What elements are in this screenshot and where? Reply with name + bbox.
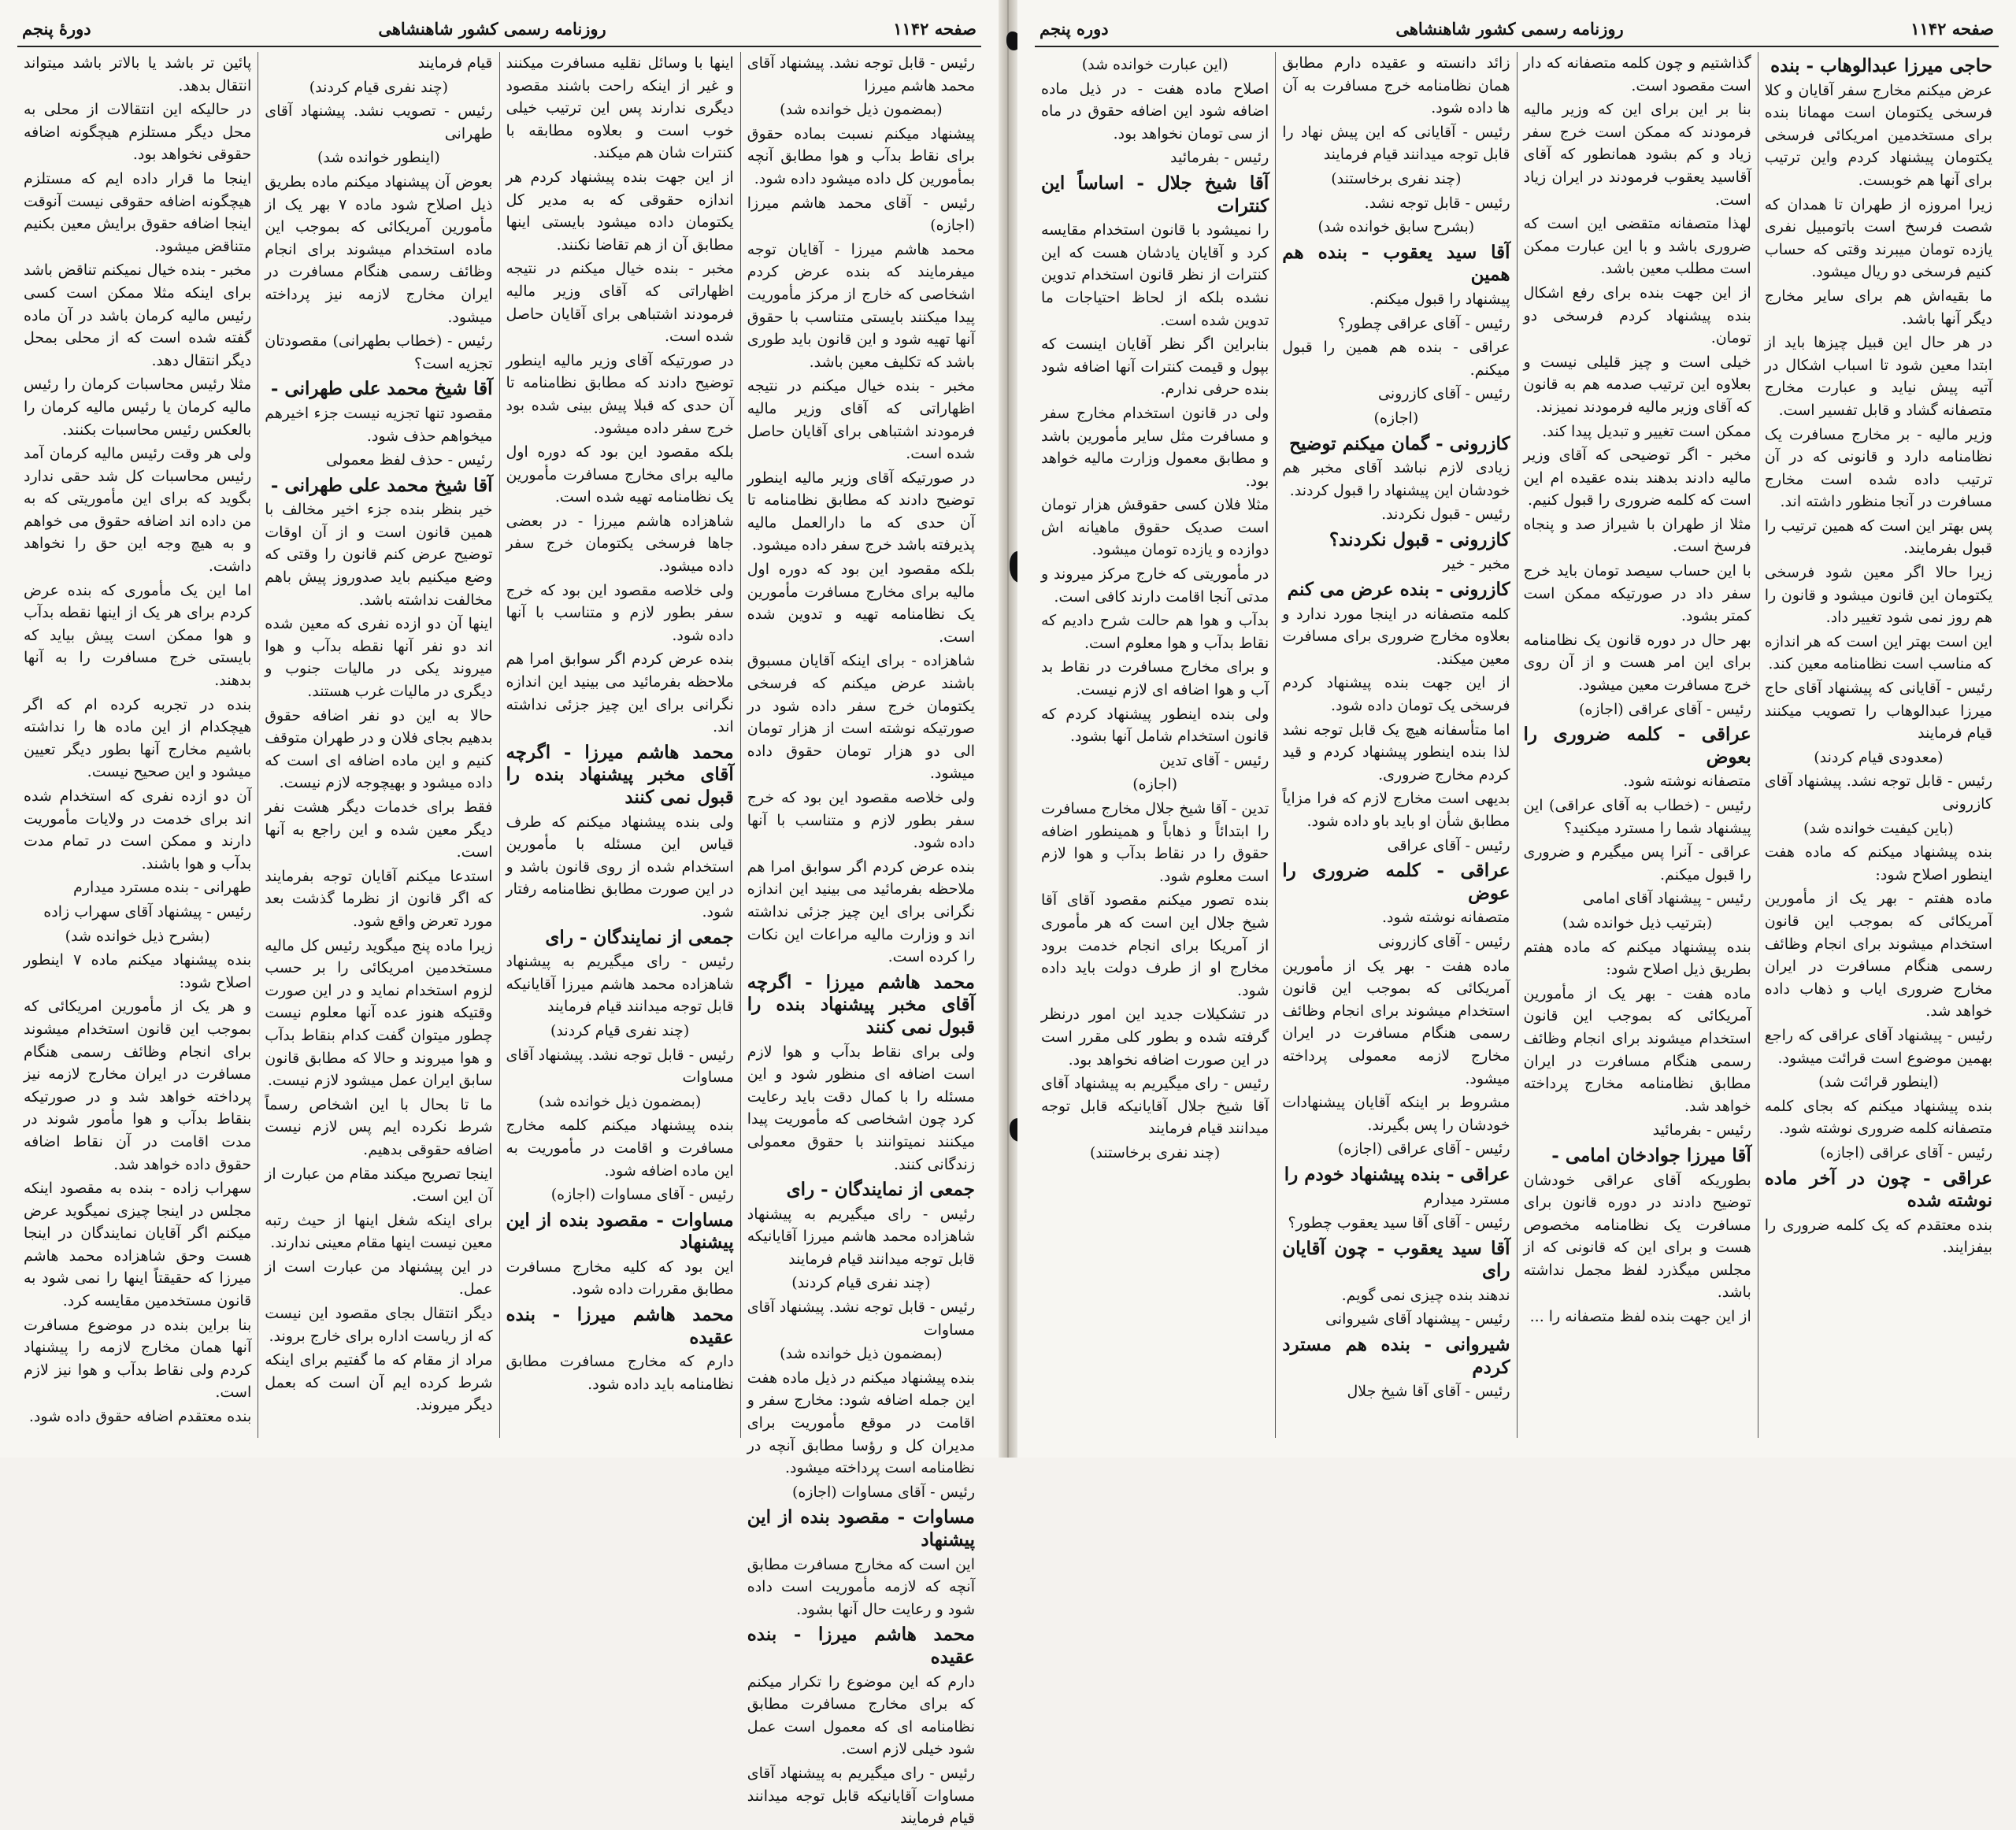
paragraph: اما این یک مأموری که بنده عرض کردم برای هر یک از اینها نقطه بدآب و هوا ممکن است پیش بیاید که بایستی خرج مسافرت را به آنها بدهند. xyxy=(24,581,252,690)
paragraph: مثلا از طهران با شیراز صد و پنجاه فرسخ است. xyxy=(1523,515,1751,556)
paragraph: اصلاح ماده هفت - در ذیل ماده اضافه شود این اضافه حقوق در ماه از سی تومان نخواهد بود. xyxy=(1041,80,1269,143)
page-number: صفحه ۱۱۴۲ xyxy=(893,18,976,39)
paragraph: کلمه متصفانه در اینجا مورد ندارد و بعلاوه مخارج ضروری برای مسافرت معین میکند. xyxy=(1282,605,1510,668)
paragraph: متصفانه نوشته شود. xyxy=(1381,909,1510,927)
paragraph: طهرانی - بنده مسترد میدارم xyxy=(73,879,252,897)
paragraph: ولی هر وقت رئیس مالیه کرمان آمد رئیس محاسبات کل شد حقی ندارد بگوید که برای این مأموریتی که به من داده اند اضافه حقوق می خواهم و به هیچ وجه این حق را نخواهد داشت. xyxy=(24,445,252,576)
procedural-note: (بشرح ذیل خوانده شد) xyxy=(65,927,210,945)
paragraph: رئیس - رای میگیریم به پیشنهاد شاهزاده محمد هاشم میرزا آقایانیکه قابل توجه میدانند قیام فرمایند xyxy=(747,1205,975,1268)
paragraph: در صورتیکه آقای وزیر مالیه اینطور توضیح دادند که مطابق نظامنامه تا آن حدی که ما دارالعمل مالیه پذیرفته باشد خرج سفر داده میشود. xyxy=(747,469,975,554)
paragraph: محمد هاشم میرزا - آقایان توجه میفرمایند که بنده عرض کردم اشخاصی که خارج از مرکز مأموریت پیدا میکنند بایستی متناسب با حقوق آنها تهیه شود و این قانون باید طوری باشد که تکلیف معین باشد. xyxy=(747,240,975,371)
paragraph: رئیس - پیشنهاد آقای امامی xyxy=(1582,890,1751,908)
left-page-header xyxy=(17,11,981,47)
paragraph: در مأموریتی که خارج مرکز میروند و مدتی آنجا اقامت دارند کافی است. xyxy=(1041,565,1269,606)
paragraph: مقصود تنها تجزیه نیست جزء اخیرهم میخواهم حذف شود. xyxy=(265,404,493,445)
paragraph: رئیس - آقای کازرونی xyxy=(1378,932,1510,950)
procedural-note: (چند نفری قیام کردند) xyxy=(550,1021,690,1039)
paragraph: بلکه مقصود این بود که دوره اول مالیه برای مخارج مسافرت مأمورین یک نظامنامه تهیه و تدوین شده است. xyxy=(747,561,975,646)
paragraph: رئیس - رای میگیریم به پیشنهاد آقای آقا شیخ جلال آقایانیکه قابل توجه میدانند قیام فرمایند xyxy=(1041,1075,1269,1138)
paragraph: برای اینکه شغل اینها از حیث رتبه معین نیست اینها مقام معینی ندارند. xyxy=(265,1211,493,1252)
paragraph: بنده معتقدم که یک کلمه ضروری را بیفزایند. xyxy=(1764,1216,1992,1257)
paragraph: ولی در قانون استخدام مخارج سفر و مسافرت مثل سایر مأمورین باشد و مطابق معمول وزارت مالیه خواهد بود. xyxy=(1041,404,1269,490)
paragraph: این است که مخارج مسافرت مطابق آنچه که لازمه مأموریت است داده شود و رعایت حال آنها بشود. xyxy=(747,1555,975,1618)
paragraph: رئیس - رای میگیریم به پیشنهاد آقای مساوات آقایانیکه قابل توجه میدانند قیام فرمایند xyxy=(747,1764,975,1828)
text-column xyxy=(1035,52,1275,1438)
speaker-heading: عراقی - کلمه ضروری را بعوض xyxy=(1523,724,1751,768)
paragraph: رئیس - آقایانی که پیشنهاد آقای حاج میرزا عبدالوهاب را تصویب میکنند قیام فرمایند xyxy=(1764,680,1992,743)
paragraph: این بود که کلیه مخارج مسافرت مطابق مقررات داده شود. xyxy=(506,1258,734,1298)
paragraph: خیر بنظر بنده جزء اخیر مخالف با همین قانون است و از آن اوقات توضیح عرض کنم قانون را وقتی که وضع میکنیم باید صدوروز پیش باهم مخالفت نداشته باشد. xyxy=(265,501,493,609)
text-column xyxy=(1275,52,1516,1438)
speaker-heading: حاجی میرزا عبدالوهاب - بنده xyxy=(1770,55,1992,76)
paragraph: رئیس - آقای عراقی (اجازه) xyxy=(1820,1143,1992,1161)
paragraph: ولی بنده پیشنهاد میکنم که طرف قیاس این مسئله با مأمورین استخدام شده از روی قانون باشد و در این صورت مطابق نظامنامه رفتار شود. xyxy=(506,813,734,921)
speaker-heading: آقا شیخ محمد علی طهرانی - xyxy=(270,474,493,496)
paragraph: ماده هفت - بهر یک از مأمورین آمریکائی که بموجب این قانون استخدام میشوند برای انجام وظائف رسمی هنگام مسافرت در ایران مطابق نظامنامه مخارج پرداخته خواهد شد. xyxy=(1523,984,1751,1115)
speaker-heading: محمد هاشم میرزا - اگرچه آقای مخبر پیشنهاد بنده را قبول نمی کنند xyxy=(506,741,734,808)
paragraph: ماده هفتم - بهر یک از مأمورین آمریکائی که بموجب این قانون استخدام میشوند برای انجام وظائف رسمی هنگام مسافرت در ایران مخارج ضروری ایاب و ذهاب داده خواهد شد. xyxy=(1764,890,1992,1021)
paragraph: رئیس - آقای عراقی چطور؟ xyxy=(1338,314,1510,332)
procedural-note: (باین کیفیت خوانده شد) xyxy=(1803,819,1954,837)
book-gutter xyxy=(999,0,1017,1458)
procedural-note: (بشرح سابق خوانده شد) xyxy=(1317,218,1475,236)
text-column xyxy=(740,52,981,1828)
paragraph: در حالیکه این انتقالات از محلی به محل دیگر مستلزم هیچگونه اضافه حقوقی نخواهد بود. xyxy=(24,101,252,164)
speaker-heading: عراقی - چون در آخر ماده نوشته شده xyxy=(1764,1167,1992,1212)
paragraph: پیشنهاد را قبول میکنم. xyxy=(1369,290,1510,308)
procedural-note: (اینطور خوانده شد) xyxy=(317,149,440,167)
speaker-heading: مساوات - مقصود بنده از این پیشنهاد xyxy=(747,1506,975,1550)
paragraph: رئیس - رای میگیریم به پیشنهاد شاهزاده محمد هاشم میرزا آقایانیکه قابل توجه میدانند قیام فرمایند xyxy=(506,953,734,1016)
paragraph: را نمیشود با قانون استخدام مقایسه کرد و آقایان یادشان هست که این کنترات از نظر قانون استخدام تدوین نشده بلکه از لحاظ احتیاجات ما تدوین شده است. xyxy=(1041,221,1269,329)
paragraph: ولی خلاصه مقصود این بود که خرج سفر بطور لازم و متناسب با آنها داده شود. xyxy=(747,789,975,852)
paragraph: رئیس - آقای عراقی (اجازه) xyxy=(1337,1140,1510,1158)
paragraph: رئیس - آقای تدین xyxy=(1159,751,1269,769)
paragraph: ولی خلاصه مقصود این بود که خرج سفر بطور لازم و متناسب با آنها داده شود. xyxy=(506,581,734,644)
paragraph: ما بقیه‌اش هم برای سایر مخارج دیگر آنها باشد. xyxy=(1764,287,1992,328)
paragraph: حالا به این دو نفر اضافه حقوق بدهیم بجای فلان و در طهران متوقف کنیم و این ماده اضافه ای است که داده میشود و بهیچوجه لازم نیست. xyxy=(265,706,493,792)
paragraph: رئیس - آقای عراقی xyxy=(1387,836,1510,854)
paragraph: گذاشتیم و چون کلمه متصفانه که دار است مقصود است. xyxy=(1523,54,1751,94)
paragraph: بنده پیشنهاد میکنم که ماده هفت اینطور اصلاح شود: xyxy=(1764,843,1992,884)
paragraph: رئیس - آقای کازرونی xyxy=(1378,385,1510,403)
paragraph: بنده عرض کردم اگر سوابق امرا هم ملاحظه بفرمائید می بینید این اندازه نگرانی برای این چیز جزئی نداشته اند و وزارت مالیه مراعات این نکات را کرده است. xyxy=(747,858,975,966)
paragraph: رئیس - قبول نکردند. xyxy=(1381,506,1510,524)
paragraph: ندهند بنده چیزی نمی گویم. xyxy=(1341,1286,1510,1304)
procedural-note: (چند نفری برخاستند) xyxy=(1089,1143,1221,1161)
paragraph: در این پیشنهاد من عبارت است از عمل. xyxy=(265,1258,493,1298)
procedural-note: (اجازه) xyxy=(1132,776,1178,794)
text-column xyxy=(258,52,498,1438)
paragraph: بنده در تجربه کرده ام که اگر هیچکدام از این ماده ها را نداشته باشیم مخارج آنها بطور دیگر تعیین میشود و این صحیح نیست. xyxy=(24,695,252,781)
left-page xyxy=(0,0,999,1828)
procedural-note: (چند نفری برخاستند) xyxy=(1331,169,1462,187)
paragraph: زیرا حالا اگر معین شود فرسخی یکتومان این قانون میشود و قانون را هم روز نمی شود تغییر داد. xyxy=(1764,564,1992,627)
procedural-note: (چند نفری قیام کردند) xyxy=(309,78,449,96)
paragraph: وزیر مالیه - بر مخارج مسافرت یک نظامنامه دارد و قانونی که در آن ترتیب داده شده است مخارج مسافرت در آنجا منظور داشته اند. xyxy=(1764,425,1992,511)
speaker-heading: کازرونی - قبول نکردند؟ xyxy=(1329,528,1510,550)
paragraph: رئیس - (خطاب به آقای عراقی) این پیشنهاد شما را مسترد میکنید؟ xyxy=(1523,797,1751,837)
paragraph: مسترد میدارم xyxy=(1423,1190,1510,1208)
paragraph: رئیس - بفرمائید xyxy=(1169,149,1269,167)
paragraph: پیشنهاد میکنم نسبت بماده حقوق برای نقاط بدآب و هوا مطابق آنچه بمأمورین کل داده میشود داده شود. xyxy=(747,124,975,187)
paragraph: رئیس - آقای محمد هاشم میرزا (اجازه) xyxy=(747,194,975,235)
paragraph: رئیس - آقای آقا سید یعقوب چطور؟ xyxy=(1288,1214,1510,1232)
paragraph: تدین - آقا شیخ جلال مخارج مسافرت را ابتدائاً و ذهاباً و همینطور اضافه حقوق را در نقاط بدآب و هوا لازم است معلوم شود. xyxy=(1041,800,1269,885)
left-columns xyxy=(17,52,981,1828)
paragraph: بدیهی است مخارج لازم که فرا مزایاً مطابق شأن او باید باو داده شود. xyxy=(1282,790,1510,830)
paragraph: ما تا بحال با این اشخاص رسماً شرط نکرده ایم پس لازم نیست اضافه حقوقی بدهیم. xyxy=(265,1095,493,1158)
paragraph: دیگر انتقال بجای مقصود این نیست که از ریاست اداره برای خارج بروند. xyxy=(265,1305,493,1345)
text-column xyxy=(1517,52,1758,1438)
text-column xyxy=(17,52,258,1438)
paragraph: در هر حال این قبیل چیزها باید از ابتدا معین شود تا اسباب اشکال در آتیه پیش نیاید و عبارت مخارج متصفانه گشاد و قابل تفسیر است. xyxy=(1764,334,1992,419)
speaker-heading: شیروانی - بنده هم مسترد کردم xyxy=(1282,1334,1510,1378)
paragraph: مراد از مقام که ما گفتیم برای اینکه شرط کرده ایم آن است که بعمل دیگر میروند. xyxy=(265,1351,493,1414)
paragraph: اینها با وسائل نقلیه مسافرت میکنند و غیر از اینکه راحت باشند مقصود دیگری ندارند پس این ترتیب خیلی خوب است و بعلاوه مطابقه با کنترات شان هم میکند. xyxy=(506,54,734,162)
procedural-note: (بمضمون ذیل خوانده شد) xyxy=(780,1345,943,1363)
procedural-note: (چند نفری قیام کردند) xyxy=(791,1274,931,1292)
paragraph: رئیس - آقایانی که این پیش نهاد را قابل توجه میدانند قیام فرمایند xyxy=(1282,123,1510,164)
paragraph: خیلی است و چیز قلیلی نیست و بعلاوه این ترتیب صدمه هم به قانون که آقای وزیر مالیه فرمودند نمیزند. xyxy=(1523,353,1751,416)
paragraph: رئیس - قابل توجه نشد. پیشنهاد آقای مساوات xyxy=(506,1046,734,1087)
speaker-heading: آقا میرزا جوادخان امامی - xyxy=(1551,1144,1751,1166)
page-number: صفحه ۱۱۴۲ xyxy=(1910,18,1994,39)
speaker-heading: مساوات - مقصود بنده از این پیشنهاد xyxy=(506,1209,734,1254)
paragraph: بطوریکه آقای عراقی خودشان توضیح دادند در دوره قانون برای مسافرت یک نظامنامه مخصوص هست و برای این که قانونی که از مجلس میگذرد لفظ مجمل نداشته باشد. xyxy=(1523,1171,1751,1302)
paragraph: از این جهت بنده لفظ متصفانه را ... xyxy=(1529,1308,1751,1326)
procedural-note: (اینطور قرائت شد) xyxy=(1818,1073,1939,1091)
paragraph: بنده پیشنهاد میکنم در ذیل ماده هفت این جمله اضافه شود: مخارج سفر و اقامت در موقع مأموریت برای مدیران کل و رؤسا مطابق آنچه در نظامنامه است پرداخته میشود. xyxy=(747,1369,975,1477)
right-page-header xyxy=(1035,11,1999,47)
text-column xyxy=(499,52,740,1438)
paragraph: بنا بر این برای این که وزیر مالیه فرمودند که ممکن است خرج سفر زیاد و کم بشود همانطور که آقای آقاسید یعقوب فرمودند در ایران زیاد است. xyxy=(1523,101,1751,209)
paragraph: پائین تر باشد یا بالاتر باشد میتواند انتقال بدهد. xyxy=(24,54,252,94)
paragraph: آن دو ازده نفری که استخدام شده اند برای خدمت در ولایات مأموریت دارند و ممکن است در تمام مدت بدآب و هوا باشند. xyxy=(24,787,252,872)
paragraph: مخبر - بنده خیال نمیکنم تناقض باشد برای اینکه مثلا ممکن است کسی رئیس مالیه کرمان باشد در آن ماده گفته شده است که از محلی بمحل دیگر انتقال دهد. xyxy=(24,261,252,369)
speaker-heading: جمعی از نمایندگان - رای xyxy=(545,926,734,948)
paragraph: بهر حال در دوره قانون یک نظامنامه برای این امر هست و از آن روی خرج مسافرت معین میشود. xyxy=(1523,631,1751,695)
paragraph: ولی برای نقاط بدآب و هوا لازم است اضافه ای منظور شود و این مسئله را با کمال دقت باید رعایت کرد چون اشخاصی که مأموریت پیدا میکنند نمیتوانند با حقوق معمولی زندگانی کنند. xyxy=(747,1043,975,1173)
procedural-note: (بمضمون ذیل خوانده شد) xyxy=(538,1092,702,1110)
paragraph: زیرا امروزه از طهران تا همدان که شصت فرسخ است باتومبیل نفری یازده تومان میبرند وقتی که حساب کنیم فرسخی دو ریال میشود. xyxy=(1764,195,1992,281)
paragraph: رئیس - تصویب نشد. پیشنهاد آقای طهرانی xyxy=(265,102,493,143)
paragraph: مخبر - اگر توضیحی که آقای وزیر مالیه دادند بدهند بنده عقیده ام این است که کلمه ضروری را قبول کنیم. xyxy=(1523,446,1751,509)
paragraph: رئیس - پیشنهاد آقای عراقی که راجع بهمین موضوع است قرائت میشود. xyxy=(1764,1026,1992,1067)
paragraph: بنابراین اگر نظر آقایان اینست که بپول و قیمت کنترات آنها اضافه شود بنده حرفی ندارم. xyxy=(1041,335,1269,398)
paragraph: ولی بنده اینطور پیشنهاد کردم که قانون استخدام شامل آنها بشود. xyxy=(1041,705,1269,746)
paragraph: ممکن است تغییر و تبدیل پیدا کند. xyxy=(1542,422,1751,440)
paragraph: استدعا میکنم آقایان توجه بفرمایند که اگر قانون از نظرما گذشت بعد مورد تعرض واقع شود. xyxy=(265,867,493,930)
paragraph: و برای مخارج مسافرت در نقاط بد آب و هوا اضافه ای لازم نیست. xyxy=(1041,658,1269,699)
paragraph: اینها آن دو ازده نفری که معین شده اند دو نفر آنها نقطه بدآب و هوا میروند یکی در مالیات جنوب و دیگری در مالیات غرب هستند. xyxy=(265,615,493,701)
paragraph: در تشکیلات جدید این امور درنظر گرفته شده و بطور کلی مقرر است در این صورت اضافه نخواهد بود. xyxy=(1041,1006,1269,1069)
paragraph: رئیس - قابل توجه نشد. پیشنهاد آقای کازرونی xyxy=(1764,772,1992,813)
paragraph: دارم که این موضوع را تکرار میکنم که برای مخارج مسافرت مطابق نظامنامه ای که معمول است عمل شود خیلی لازم است. xyxy=(747,1673,975,1758)
paragraph: اینجا تصریح میکند مقام من عبارت از آن این است. xyxy=(265,1165,493,1206)
speaker-heading: آقا سید یعقوب - چون آقایان رای xyxy=(1282,1237,1510,1282)
speaker-heading: آقا سید یعقوب - بنده هم همین xyxy=(1282,241,1510,286)
paragraph: سهراب زاده - بنده به مقصود اینکه مجلس در اینجا چیزی نمیگوید عرض میکنم اگر آقایان نمایندگان در اینجا هست وحق شاهزاده محمد هاشم میرزا که حقیقتاً اینها را نمی شود به قانون مستخدمین مقایسه کرد. xyxy=(24,1180,252,1310)
paragraph: بنده پیشنهاد میکنم کلمه مخارج مسافرت و اقامت در مأموریت به این ماده اضافه شود. xyxy=(506,1117,734,1180)
paragraph: رئیس - بفرمائید xyxy=(1652,1121,1751,1139)
paragraph: مخبر - بنده خیال میکنم در نتیجه اظهاراتی که آقای وزیر مالیه فرمودند اشتباهی برای آقایان حاصل شده است. xyxy=(747,377,975,463)
paragraph: لهذا متصفانه متقضی این است که ضروری باشد و با این عبارت ممکن است مطلب معین باشد. xyxy=(1523,215,1751,278)
procedural-note: (اجازه) xyxy=(1373,409,1419,427)
paragraph: مثلا فلان کسی حقوقش هزار تومان است صدیک حقوق ماهیانه اش دوازده و یازده تومان میشود. xyxy=(1041,496,1269,559)
paragraph: زیادی لازم نباشد آقای مخبر هم خودشان این پیشنهاد را قبول کردند. xyxy=(1282,459,1510,499)
paragraph: شاهزاده هاشم میرزا - در بعضی جاها فرسخی یکتومان خرج سفر داده میشود. xyxy=(506,512,734,576)
paragraph: بنده معتقدم اضافه حقوق داده شود. xyxy=(28,1408,252,1426)
paragraph: پس بهتر این است که همین ترتیب را قبول بفرمایند. xyxy=(1764,517,1992,558)
paragraph: فقط برای خدمات دیگر هشت نفر دیگر معین شده و این راجع به آنها است. xyxy=(265,798,493,861)
speaker-heading: محمد هاشم میرزا - اگرچه آقای مخبر پیشنهاد بنده را قبول نمی کنند xyxy=(747,971,975,1038)
paragraph: و هر یک از مأمورین امریکائی که بموجب این قانون استخدام میشوند برای انجام وظائف رسمی هنگام مسافرت در ایران مخارج لازمه نیز پرداخته خواهد شد و در صورتیکه بنقاط بدآب و هوا مأمور شوند در مدت اقامت در آن نقاط اضافه حقوق داده خواهد شد. xyxy=(24,998,252,1173)
edition-label: دوره پنجم xyxy=(1040,18,1109,39)
paragraph: رئیس - آقای آقا شیخ جلال xyxy=(1347,1383,1510,1401)
right-columns xyxy=(1035,52,1999,1438)
paragraph: مشروط بر اینکه آقایان پیشنهادات خودشان را پس بگیرند. xyxy=(1282,1094,1510,1134)
paragraph: بلکه مقصود این بود که دوره اول مالیه برای مخارج مسافرت مأمورین یک نظامنامه تهیه شده است. xyxy=(506,443,734,506)
paragraph: بدآب و هوا هم حالت شرح دادیم که نقاط بدآب و هوا معلوم است. xyxy=(1041,612,1269,652)
paragraph: بنده پیشنهاد میکنم که بجای کلمه متصفانه کلمه ضروری نوشته شود. xyxy=(1764,1097,1992,1138)
paragraph: رئیس - آقای عراقی (اجازه) xyxy=(1578,700,1751,718)
paragraph: اما متأسفانه هیچ یک قابل توجه نشد لذا بنده اینطور پیشنهاد کردم و قید کردم مخارج ضروری. xyxy=(1282,721,1510,783)
paragraph: رئیس - پیشنهاد آقای سهراب زاده xyxy=(43,902,252,921)
paragraph: مثلا رئیس محاسبات کرمان را رئیس مالیه کرمان یا رئیس مالیه کرمان را بالعکس رئیس محاسبات بکنند. xyxy=(24,376,252,439)
speaker-heading: عراقی - بنده پیشنهاد خودم را xyxy=(1284,1163,1510,1185)
edition-label: دورهٔ پنجم xyxy=(22,18,91,39)
paragraph: از این جهت بنده پیشنهاد کردم فرسخی یک تومان داده شود. xyxy=(1282,674,1510,715)
speaker-heading: کازرونی - بنده عرض می کنم xyxy=(1287,579,1510,601)
speaker-heading: محمد هاشم میرزا - بنده عقیده xyxy=(506,1304,734,1348)
paragraph: از این جهت بنده برای رفع اشکال بنده پیشنهاد کردم فرسخی دو تومان. xyxy=(1523,283,1751,347)
paragraph: رئیس - قابل توجه نشد. xyxy=(1364,194,1510,212)
paragraph: بنده پیشنهاد میکنم ماده ۷ اینطور اصلاح شود: xyxy=(24,951,252,991)
speaker-heading: آقا شیخ جلال - اساساً این کنترات xyxy=(1041,172,1269,217)
procedural-note: (معدودی قیام کردند) xyxy=(1814,748,1944,766)
paragraph: رئیس - آقای مساوات (اجازه) xyxy=(791,1483,975,1501)
speaker-heading: محمد هاشم میرزا - بنده عقیده xyxy=(747,1624,975,1668)
paragraph: رئیس - قابل توجه نشد. پیشنهاد آقای مساوات xyxy=(747,1298,975,1339)
text-column xyxy=(1758,52,1999,1438)
paragraph: بنده تصور میکنم مقصود آقای آقا شیخ جلال این است که هر مأموری از آمریکا برای انجام خدمت برود مخارج او از طرف دولت باید داده شود. xyxy=(1041,891,1269,999)
paragraph: زیرا ماده پنج میگوید رئیس کل مالیه مستخدمین امریکائی را بر حسب لزوم استخدام نماید و در این صورت وقتیکه هنوز عده آنها معلوم نیست چطور میتوان گفت کدام بنقاط بدآب و هوا میروند و حالا که مطابق قانون سابق ایران عمل میشود لازم نیست. xyxy=(265,936,493,1090)
newspaper-title: روزنامه رسمی کشور شاهنشاهی xyxy=(378,18,606,39)
procedural-note: (بمضمون ذیل خوانده شد) xyxy=(780,101,943,119)
paragraph: متصفانه نوشته شود. xyxy=(1623,772,1751,791)
paragraph: در صورتیکه آقای وزیر مالیه اینطور توضیح دادند که مطابق نظامنامه تا آن حدی که قبلا پیش بینی شده بود خرج سفر داده میشود. xyxy=(506,351,734,437)
speaker-heading: کازرونی - گمان میکنم توضیح xyxy=(1289,432,1510,454)
speaker-heading: جمعی از نمایندگان - رای xyxy=(786,1179,975,1201)
speaker-heading: آقا شیخ محمد علی طهرانی - xyxy=(270,378,493,400)
paragraph: ماده هفت - بهر یک از مأمورین آمریکائی که بموجب این قانون استخدام میشوند برای انجام وظائف رسمی هنگام مسافرت در ایران مخارج لازمه معمولی پرداخته میشود. xyxy=(1282,957,1510,1087)
procedural-note: (این عبارت خوانده شد) xyxy=(1081,56,1228,73)
paragraph: مخبر - بنده خیال میکنم در نتیجه اظهاراتی که آقای وزیر مالیه فرمودند اشتباهی برای آقایان حاصل شده است. xyxy=(506,260,734,346)
paragraph: شاهزاده - برای اینکه آقایان مسبوق باشند عرض میکنم که فرسخی یکتومان خرج سفر داده شود در صورتیکه نوشته است از هزار تومان الی دو هزار تومان حقوق داده میشود. xyxy=(747,652,975,783)
paragraph: زائد دانسته و عقیده دارم مطابق همان نظامنامه خرج مسافرت به آن ها داده شود. xyxy=(1282,54,1510,117)
paragraph: عراقی - بنده هم همین را قبول میکنم. xyxy=(1282,339,1510,379)
paragraph: دارم که مخارج مسافرت مطابق نظامنامه باید داده شود. xyxy=(506,1353,734,1393)
paragraph: بعوض آن پیشنهاد میکنم ماده بطریق ذیل اصلاح شود ماده ۷ بهر یک از مأمورین آمریکائی که بموجب این ماده استخدام میشوند برای انجام وظائف رسمی هنگام مسافرت در ایران مخارج لازمه نیز پرداخته میشود. xyxy=(265,172,493,326)
paragraph: رئیس - حذف لفظ معمولی xyxy=(325,451,493,469)
newspaper-title: روزنامه رسمی کشور شاهنشاهی xyxy=(1395,18,1624,39)
paragraph: از این جهت بنده پیشنهاد کردم هر اندازه حقوقی که به مدیر کل یکتومان داده میشود بایستی اینها مطابق آن از هم تقاضا نکنند. xyxy=(506,168,734,254)
paragraph: عراقی - آنرا پس میگیرم و ضروری را قبول میکنم. xyxy=(1523,843,1751,884)
right-page xyxy=(1017,0,2016,1458)
paragraph: با این حساب سیصد تومان باید خرج سفر داد در صورتیکه ممکن است کمتر بشود. xyxy=(1523,562,1751,625)
paragraph: این است بهتر این است که هر اندازه که مناسب است نظامنامه معین کند. xyxy=(1764,632,1992,673)
paragraph: عرض میکنم مخارج سفر آقایان و کلا فرسخی یکتومان است مهمانا بنده برای مستخدمین امریکائی فرسخی یکتومان پیشنهاد کردم واین ترتیب برای آنها هم خوبست. xyxy=(1764,81,1992,189)
paragraph: رئیس - قابل توجه نشد. پیشنهاد آقای محمد هاشم میرزا xyxy=(747,54,975,94)
speaker-heading: عراقی - کلمه ضروری را عوض xyxy=(1282,860,1510,904)
paragraph: اینجا ما قرار داده ایم که مستلزم هیچگونه اضافه حقوقی نیست آنوقت اینجا اضافه حقوق برایش معین بکنیم متناقض میشود. xyxy=(24,169,252,255)
paragraph: قیام فرمایند xyxy=(417,54,493,72)
paragraph: رئیس - پیشنهاد آقای شیروانی xyxy=(1325,1310,1510,1328)
paragraph: رئیس - (خطاب بطهرانی) مقصودتان تجزیه است؟ xyxy=(265,332,493,372)
paragraph: بنده عرض کردم اگر سوابق امرا هم ملاحظه بفرمائید می بینید این اندازه نگرانی برای این چیز جزئی نداشته اند. xyxy=(506,650,734,736)
paragraph: بنده پیشنهاد میکنم که ماده هفتم بطریق ذیل اصلاح شود: xyxy=(1523,938,1751,979)
paragraph: رئیس - آقای مساوات (اجازه) xyxy=(550,1186,734,1204)
paragraph: مخبر - خیر xyxy=(1443,555,1510,573)
paragraph: بنا براین بنده در موضوع مسافرت آنها همان مخارج لازمه را پیشنهاد کردم ولی نقاط بدآب و هوا نیز لازم است. xyxy=(24,1316,252,1402)
procedural-note: (بترتیب ذیل خوانده شد) xyxy=(1562,913,1713,932)
